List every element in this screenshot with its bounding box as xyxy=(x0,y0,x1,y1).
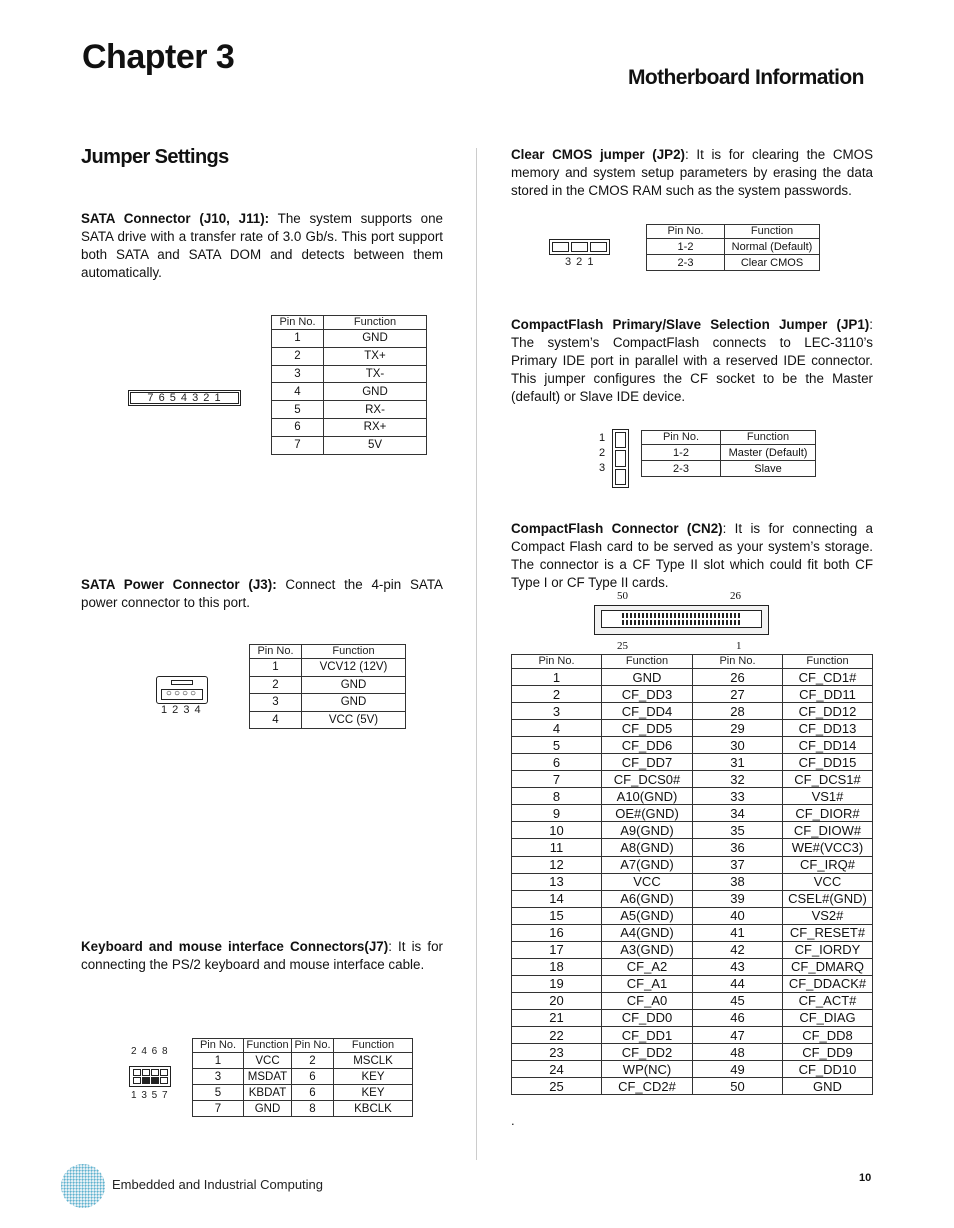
cmos-title: Clear CMOS jumper (JP2) xyxy=(511,147,685,162)
table-row xyxy=(193,1053,413,1069)
cf-label-26: 26 xyxy=(730,590,741,602)
table-row xyxy=(272,330,427,348)
sata-connector-label: 7 6 5 4 3 2 1 xyxy=(130,392,239,404)
table-cell: 5 xyxy=(193,1085,244,1101)
power-connector-pins: ○○○○ xyxy=(161,689,203,700)
table-row xyxy=(647,239,820,255)
table-row xyxy=(512,669,873,686)
table-cell: 8 xyxy=(512,788,602,805)
table-cell: 1 xyxy=(193,1053,244,1069)
table-cell: GND xyxy=(324,383,427,401)
table-cell: Slave xyxy=(721,461,816,477)
table-cell: 7 xyxy=(193,1101,244,1117)
table-cell: 50 xyxy=(693,1078,783,1095)
cf-title: CompactFlash Connector (CN2) xyxy=(511,521,723,536)
table-cell: 27 xyxy=(693,686,783,703)
table-cell: CF_DD5 xyxy=(602,720,693,737)
sata-pin-table xyxy=(271,315,427,455)
table-cell: CF_DD12 xyxy=(783,703,873,720)
table-cell: Normal (Default) xyxy=(725,239,820,255)
table-cell: 36 xyxy=(693,839,783,856)
jp1-jumper-diagram xyxy=(612,429,629,488)
table-cell: 45 xyxy=(693,992,783,1009)
table-cell: CF_DD3 xyxy=(602,686,693,703)
chapter-title: Chapter 3 xyxy=(82,38,235,76)
col-header: Pin No. xyxy=(292,1039,334,1053)
table-cell: 16 xyxy=(512,924,602,941)
cmos-jumper-diagram xyxy=(549,239,610,255)
table-cell: 6 xyxy=(272,418,324,436)
jp1-pin-label: 1 xyxy=(599,432,606,444)
table-cell: WE#(VCC3) xyxy=(783,839,873,856)
company-logo-icon xyxy=(60,1163,106,1209)
table-cell: A3(GND) xyxy=(602,941,693,958)
table-row xyxy=(512,737,873,754)
table-row xyxy=(512,975,873,992)
table-cell: CF_A0 xyxy=(602,992,693,1009)
table-row xyxy=(512,822,873,839)
table-cell: 4 xyxy=(272,383,324,401)
table-row xyxy=(250,676,406,694)
table-cell: CF_DD9 xyxy=(783,1044,873,1061)
table-cell: CF_DIOR# xyxy=(783,805,873,822)
table-cell: MSCLK xyxy=(334,1053,413,1069)
table-cell: 5 xyxy=(512,737,602,754)
table-cell: CF_DD15 xyxy=(783,754,873,771)
table-cell: Master (Default) xyxy=(721,445,816,461)
col-header: Function xyxy=(721,431,816,445)
table-cell: CF_DD4 xyxy=(602,703,693,720)
table-cell: 2-3 xyxy=(647,255,725,271)
table-row xyxy=(647,255,820,271)
table-row xyxy=(193,1085,413,1101)
jp1-pin-label: 2 xyxy=(599,447,606,459)
jp1-pin-table xyxy=(641,430,816,477)
table-cell: 2 xyxy=(292,1053,334,1069)
table-row xyxy=(272,383,427,401)
cf-connector-body xyxy=(601,610,762,628)
section-title: Motherboard Information xyxy=(628,66,864,89)
table-cell: WP(NC) xyxy=(602,1061,693,1078)
table-cell: VCV12 (12V) xyxy=(302,659,406,677)
table-cell: 7 xyxy=(272,436,324,454)
table-cell: KBDAT xyxy=(244,1085,292,1101)
table-cell: 6 xyxy=(512,754,602,771)
table-row xyxy=(512,771,873,788)
table-row xyxy=(272,436,427,454)
jp1-text: : The system’s CompactFlash connects to LEC-3110’s Primary IDE port in parallel with a reserved IDE connector. This jumper configures the CF socket to be the Master (default) or Slave IDE device. xyxy=(511,317,873,404)
table-cell: 20 xyxy=(512,992,602,1009)
table-row xyxy=(512,1044,873,1061)
table-cell: 6 xyxy=(292,1069,334,1085)
table-cell: 1 xyxy=(250,659,302,677)
power-title: SATA Power Connector (J3): xyxy=(81,577,277,592)
cf-pin-table xyxy=(511,654,873,1095)
table-cell: 46 xyxy=(693,1009,783,1026)
jp1-paragraph xyxy=(511,316,873,406)
table-cell: VS2# xyxy=(783,907,873,924)
table-cell: CF_ACT# xyxy=(783,992,873,1009)
power-paragraph xyxy=(81,576,443,612)
col-header: Function xyxy=(334,1039,413,1053)
table-cell: CF_DCS0# xyxy=(602,771,693,788)
table-cell: 8 xyxy=(292,1101,334,1117)
table-cell: GND xyxy=(302,694,406,712)
table-cell: 14 xyxy=(512,890,602,907)
table-row xyxy=(642,445,816,461)
power-text: Connect the 4-pin SATA power connector to this port. xyxy=(81,577,443,610)
table-row xyxy=(512,856,873,873)
power-pin-table xyxy=(249,644,406,729)
table-cell: 35 xyxy=(693,822,783,839)
sata-paragraph xyxy=(81,210,443,282)
keyboard-pin-grid xyxy=(132,1069,168,1084)
table-cell: 23 xyxy=(512,1044,602,1061)
cf-paragraph xyxy=(511,520,873,592)
table-cell: 47 xyxy=(693,1026,783,1043)
table-cell: CF_DD6 xyxy=(602,737,693,754)
table-cell: CF_RESET# xyxy=(783,924,873,941)
cmos-pin-table xyxy=(646,224,820,271)
table-cell: 41 xyxy=(693,924,783,941)
col-header: Pin No. xyxy=(512,655,602,669)
table-cell: MSDAT xyxy=(244,1069,292,1085)
table-cell: 28 xyxy=(693,703,783,720)
keyboard-title: Keyboard and mouse interface Connectors(J7) xyxy=(81,939,389,954)
table-cell: 44 xyxy=(693,975,783,992)
table-cell: 10 xyxy=(512,822,602,839)
table-cell: GND xyxy=(324,330,427,348)
table-cell: KEY xyxy=(334,1085,413,1101)
table-row xyxy=(642,461,816,477)
table-cell: KBCLK xyxy=(334,1101,413,1117)
col-header: Pin No. xyxy=(693,655,783,669)
cf-label-50: 50 xyxy=(617,590,628,602)
table-cell: GND xyxy=(302,676,406,694)
table-cell: VCC xyxy=(602,873,693,890)
table-cell: 30 xyxy=(693,737,783,754)
table-cell: 25 xyxy=(512,1078,602,1095)
table-cell: A4(GND) xyxy=(602,924,693,941)
table-cell: 13 xyxy=(512,873,602,890)
table-cell: 48 xyxy=(693,1044,783,1061)
table-cell: A9(GND) xyxy=(602,822,693,839)
keyboard-label-top: 2 4 6 8 xyxy=(131,1046,169,1057)
table-row xyxy=(250,659,406,677)
table-cell: 40 xyxy=(693,907,783,924)
table-row xyxy=(512,941,873,958)
table-row xyxy=(512,958,873,975)
table-cell: 6 xyxy=(292,1085,334,1101)
table-cell: 3 xyxy=(193,1069,244,1085)
keyboard-connector-diagram xyxy=(129,1066,171,1087)
cf-label-25: 25 xyxy=(617,640,628,652)
table-cell: 2 xyxy=(250,676,302,694)
footer-text: Embedded and Industrial Computing xyxy=(112,1177,324,1192)
table-cell: 38 xyxy=(693,873,783,890)
table-row xyxy=(272,365,427,383)
table-cell: 7 xyxy=(512,771,602,788)
cf-pin-row-bottom xyxy=(622,620,742,625)
table-cell: VCC xyxy=(783,873,873,890)
table-row xyxy=(512,720,873,737)
table-cell: 1 xyxy=(512,669,602,686)
table-row xyxy=(512,805,873,822)
table-cell: 26 xyxy=(693,669,783,686)
table-row xyxy=(512,1009,873,1026)
table-cell: RX+ xyxy=(324,418,427,436)
table-cell: A8(GND) xyxy=(602,839,693,856)
keyboard-pin-table xyxy=(192,1038,413,1117)
table-cell: A7(GND) xyxy=(602,856,693,873)
col-header: Pin No. xyxy=(647,225,725,239)
table-row xyxy=(512,686,873,703)
table-cell: CF_CD2# xyxy=(602,1078,693,1095)
col-header: Function xyxy=(602,655,693,669)
table-cell: VCC xyxy=(244,1053,292,1069)
table-cell: 22 xyxy=(512,1026,602,1043)
table-cell: 1-2 xyxy=(642,445,721,461)
table-row xyxy=(512,839,873,856)
table-cell: 49 xyxy=(693,1061,783,1078)
jp1-title: CompactFlash Primary/Slave Selection Jumper (JP1) xyxy=(511,317,870,332)
table-cell: 31 xyxy=(693,754,783,771)
table-cell: 9 xyxy=(512,805,602,822)
table-row xyxy=(512,890,873,907)
table-cell: GND xyxy=(783,1078,873,1095)
table-cell: A10(GND) xyxy=(602,788,693,805)
col-header: Function xyxy=(244,1039,292,1053)
table-cell: 3 xyxy=(250,694,302,712)
cf-connector-diagram xyxy=(594,605,769,635)
table-cell: 24 xyxy=(512,1061,602,1078)
keyboard-paragraph xyxy=(81,938,443,974)
table-cell: 33 xyxy=(693,788,783,805)
col-header: Function xyxy=(302,645,406,659)
table-cell: CF_DMARQ xyxy=(783,958,873,975)
table-cell: 12 xyxy=(512,856,602,873)
table-cell: 5V xyxy=(324,436,427,454)
table-cell: CF_DD14 xyxy=(783,737,873,754)
table-cell: 18 xyxy=(512,958,602,975)
table-row xyxy=(512,754,873,771)
table-cell: 5 xyxy=(272,401,324,419)
column-divider xyxy=(476,148,477,1160)
table-cell: Clear CMOS xyxy=(725,255,820,271)
table-cell: RX- xyxy=(324,401,427,419)
jp1-pin-label: 3 xyxy=(599,462,606,474)
page-number: 10 xyxy=(859,1172,872,1184)
table-cell: 15 xyxy=(512,907,602,924)
table-cell: 3 xyxy=(512,703,602,720)
table-cell: A6(GND) xyxy=(602,890,693,907)
table-cell: 34 xyxy=(693,805,783,822)
table-row xyxy=(512,992,873,1009)
col-header: Pin No. xyxy=(642,431,721,445)
table-cell: CF_A1 xyxy=(602,975,693,992)
table-cell: A5(GND) xyxy=(602,907,693,924)
table-cell: VCC (5V) xyxy=(302,711,406,729)
col-header: Function xyxy=(725,225,820,239)
col-header: Function xyxy=(324,316,427,330)
trailing-dot: . xyxy=(511,1113,515,1128)
table-cell: TX- xyxy=(324,365,427,383)
table-row xyxy=(512,703,873,720)
table-cell: VS1# xyxy=(783,788,873,805)
cf-label-1: 1 xyxy=(736,640,742,652)
table-cell: 2-3 xyxy=(642,461,721,477)
table-cell: CF_DD1 xyxy=(602,1026,693,1043)
table-cell: 11 xyxy=(512,839,602,856)
cf-text: : It is for connecting a Compact Flash card to be served as your system’s storage. The connector is a CF Type II slot which could fit both CF Type I or CF Type II cards. xyxy=(511,521,873,590)
keyboard-text: : It is for connecting the PS/2 keyboard and mouse interface cable. xyxy=(81,939,443,972)
jp1-jumper-pins xyxy=(615,432,626,485)
cmos-jumper-pins xyxy=(552,242,607,252)
table-cell: 2 xyxy=(272,347,324,365)
table-cell: 4 xyxy=(250,711,302,729)
table-cell: CSEL#(GND) xyxy=(783,890,873,907)
table-cell: GND xyxy=(244,1101,292,1117)
table-cell: CF_DCS1# xyxy=(783,771,873,788)
table-cell: CF_DD0 xyxy=(602,1009,693,1026)
table-cell: OE#(GND) xyxy=(602,805,693,822)
jumper-settings-heading: Jumper Settings xyxy=(81,146,229,168)
table-cell: CF_DD2 xyxy=(602,1044,693,1061)
jp1-pin-labels xyxy=(599,431,605,476)
table-cell: 39 xyxy=(693,890,783,907)
table-cell: 4 xyxy=(512,720,602,737)
sata-title: SATA Connector (J10, J11): xyxy=(81,211,270,226)
table-cell: CF_DIOW# xyxy=(783,822,873,839)
table-row xyxy=(250,694,406,712)
table-cell: 21 xyxy=(512,1009,602,1026)
cmos-text: : It is for clearing the CMOS memory and system setup parameters by erasing the data stored in the CMOS RAM such as the system passwords. xyxy=(511,147,874,198)
sata-text: The system supports one SATA drive with a transfer rate of 3.0 Gb/s. This port support both SATA and SATA DOM and detects between them automatically. xyxy=(81,211,444,280)
table-cell: 43 xyxy=(693,958,783,975)
table-row xyxy=(272,418,427,436)
table-row xyxy=(193,1069,413,1085)
table-row xyxy=(512,1026,873,1043)
table-cell: 37 xyxy=(693,856,783,873)
cmos-paragraph xyxy=(511,146,873,200)
power-connector-diagram xyxy=(156,676,208,704)
table-cell: KEY xyxy=(334,1069,413,1085)
table-cell: CF_CD1# xyxy=(783,669,873,686)
table-cell: 19 xyxy=(512,975,602,992)
table-row xyxy=(512,1078,873,1095)
cmos-connector-label: 3 2 1 xyxy=(565,256,595,268)
table-row xyxy=(250,711,406,729)
power-connector-label: 1 2 3 4 xyxy=(161,704,202,716)
table-cell: 42 xyxy=(693,941,783,958)
table-cell: 29 xyxy=(693,720,783,737)
table-row xyxy=(272,401,427,419)
table-cell: CF_DD8 xyxy=(783,1026,873,1043)
table-cell: CF_IORDY xyxy=(783,941,873,958)
table-cell: TX+ xyxy=(324,347,427,365)
table-row xyxy=(512,873,873,890)
power-connector-key xyxy=(171,680,193,685)
table-cell: CF_DD13 xyxy=(783,720,873,737)
table-cell: CF_DIAG xyxy=(783,1009,873,1026)
table-row xyxy=(512,1061,873,1078)
table-cell: CF_DD11 xyxy=(783,686,873,703)
table-cell: GND xyxy=(602,669,693,686)
col-header: Function xyxy=(783,655,873,669)
table-cell: 3 xyxy=(272,365,324,383)
sata-connector-diagram xyxy=(128,390,241,406)
table-cell: 1-2 xyxy=(647,239,725,255)
table-cell: 2 xyxy=(512,686,602,703)
table-cell: 1 xyxy=(272,330,324,348)
table-cell: CF_IRQ# xyxy=(783,856,873,873)
table-cell: 32 xyxy=(693,771,783,788)
col-header: Pin No. xyxy=(272,316,324,330)
table-cell: 17 xyxy=(512,941,602,958)
table-row xyxy=(512,924,873,941)
table-cell: CF_DD10 xyxy=(783,1061,873,1078)
table-cell: CF_DDACK# xyxy=(783,975,873,992)
col-header: Pin No. xyxy=(250,645,302,659)
table-cell: CF_A2 xyxy=(602,958,693,975)
keyboard-label-bottom: 1 3 5 7 xyxy=(131,1090,169,1101)
table-row xyxy=(512,788,873,805)
table-row xyxy=(272,347,427,365)
table-row xyxy=(193,1101,413,1117)
col-header: Pin No. xyxy=(193,1039,244,1053)
table-row xyxy=(512,907,873,924)
cf-pin-row-top xyxy=(622,613,742,618)
table-cell: CF_DD7 xyxy=(602,754,693,771)
